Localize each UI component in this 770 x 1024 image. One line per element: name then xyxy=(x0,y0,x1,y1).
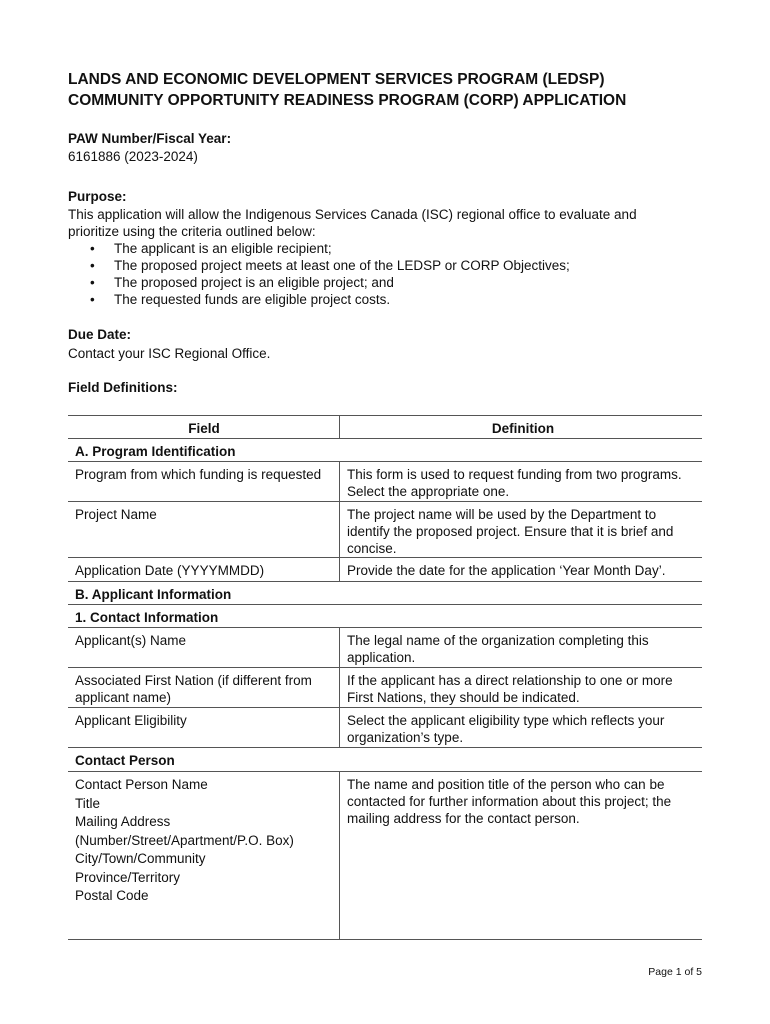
table-rule xyxy=(68,939,702,940)
page-number: Page 1 of 5 xyxy=(648,966,702,978)
due-date-value: Contact your ISC Regional Office. xyxy=(68,346,271,361)
document-title xyxy=(68,69,708,111)
purpose-label: Purpose: xyxy=(68,189,127,204)
table-rule xyxy=(68,557,702,558)
paw-value: 6161886 (2023-2024) xyxy=(68,149,198,164)
table-row-field: Applicant(s) Name xyxy=(75,633,187,648)
purpose-intro-line-2: prioritize using the criteria outlined below: xyxy=(68,224,316,239)
contact-fields-list xyxy=(75,776,333,906)
table-rule xyxy=(68,771,702,772)
list-item: Postal Code xyxy=(75,888,149,903)
contact-person-heading: Contact Person xyxy=(75,753,175,768)
table-row-definition: If the applicant has a direct relationship to one or more First Nations, they should be indicated. xyxy=(347,673,673,705)
list-item: Mailing Address xyxy=(75,814,171,829)
column-divider xyxy=(339,415,340,438)
table-row-definition: This form is used to request funding from two programs. Select the appropriate one. xyxy=(347,467,682,499)
section-b-heading: B. Applicant Information xyxy=(75,587,232,602)
column-divider xyxy=(339,771,340,939)
table-row-field: Applicant Eligibility xyxy=(75,713,187,728)
column-divider xyxy=(339,461,340,581)
table-row-field: Associated First Nation (if different from applicant name) xyxy=(75,673,312,705)
list-item: Title xyxy=(75,795,101,811)
list-item: • The applicant is an eligible recipient; xyxy=(68,240,570,257)
purpose-intro-line-1: This application will allow the Indigenous Services Canada (ISC) regional office to evaluate and xyxy=(68,207,637,222)
table-rule xyxy=(68,707,702,708)
list-item: Province/Territory xyxy=(75,869,181,885)
due-date-label: Due Date: xyxy=(68,327,132,342)
column-divider xyxy=(339,627,340,747)
column-header-definition: Definition xyxy=(491,421,555,436)
table-rule xyxy=(68,501,702,502)
table-row-definition: The legal name of the organization completing this application. xyxy=(347,633,649,665)
list-item: • The requested funds are eligible project costs. xyxy=(68,291,570,308)
table-row-definition: The name and position title of the person who can be contacted for further information about this project; the mailing address for the contact person. xyxy=(347,777,672,826)
table-row-definition: Provide the date for the application ‘Year Month Day’. xyxy=(347,563,666,578)
list-item: City/Town/Community xyxy=(75,851,206,866)
table-rule xyxy=(68,461,702,462)
table-row-field: Project Name xyxy=(75,507,157,522)
field-definitions-label: Field Definitions: xyxy=(68,380,178,395)
table-row-field: Application Date (YYYYMMDD) xyxy=(75,563,265,578)
table-rule xyxy=(68,667,702,668)
field-definitions-table xyxy=(68,415,702,939)
table-row-definition: Select the applicant eligibility type which reflects your organization’s type. xyxy=(347,713,665,745)
title-line-1: LANDS AND ECONOMIC DEVELOPMENT SERVICES PROGRAM (LEDSP) xyxy=(68,71,605,88)
purpose-criteria-list xyxy=(68,240,570,308)
table-rule xyxy=(68,438,702,439)
title-line-2: COMMUNITY OPPORTUNITY READINESS PROGRAM (CORP) APPLICATION xyxy=(68,92,627,109)
subsection-1-heading: 1. Contact Information xyxy=(75,610,219,625)
section-a-heading: A. Program Identification xyxy=(75,444,236,459)
table-rule xyxy=(68,581,702,582)
list-item: • The proposed project meets at least one of the LEDSP or CORP Objectives; xyxy=(68,257,570,274)
table-row-definition: The project name will be used by the Department to identify the proposed project. Ensure that it is brief and concise. xyxy=(347,507,674,556)
list-item: (Number/Street/Apartment/P.O. Box) xyxy=(75,832,294,848)
table-rule xyxy=(68,415,702,416)
paw-label: PAW Number/Fiscal Year: xyxy=(68,131,232,146)
table-rule xyxy=(68,627,702,628)
table-rule xyxy=(68,747,702,748)
table-rule xyxy=(68,604,702,605)
list-item: Contact Person Name xyxy=(75,777,208,792)
table-row-field: Program from which funding is requested xyxy=(75,467,322,482)
list-item: • The proposed project is an eligible project; and xyxy=(68,274,570,291)
column-header-field: Field xyxy=(188,421,220,436)
